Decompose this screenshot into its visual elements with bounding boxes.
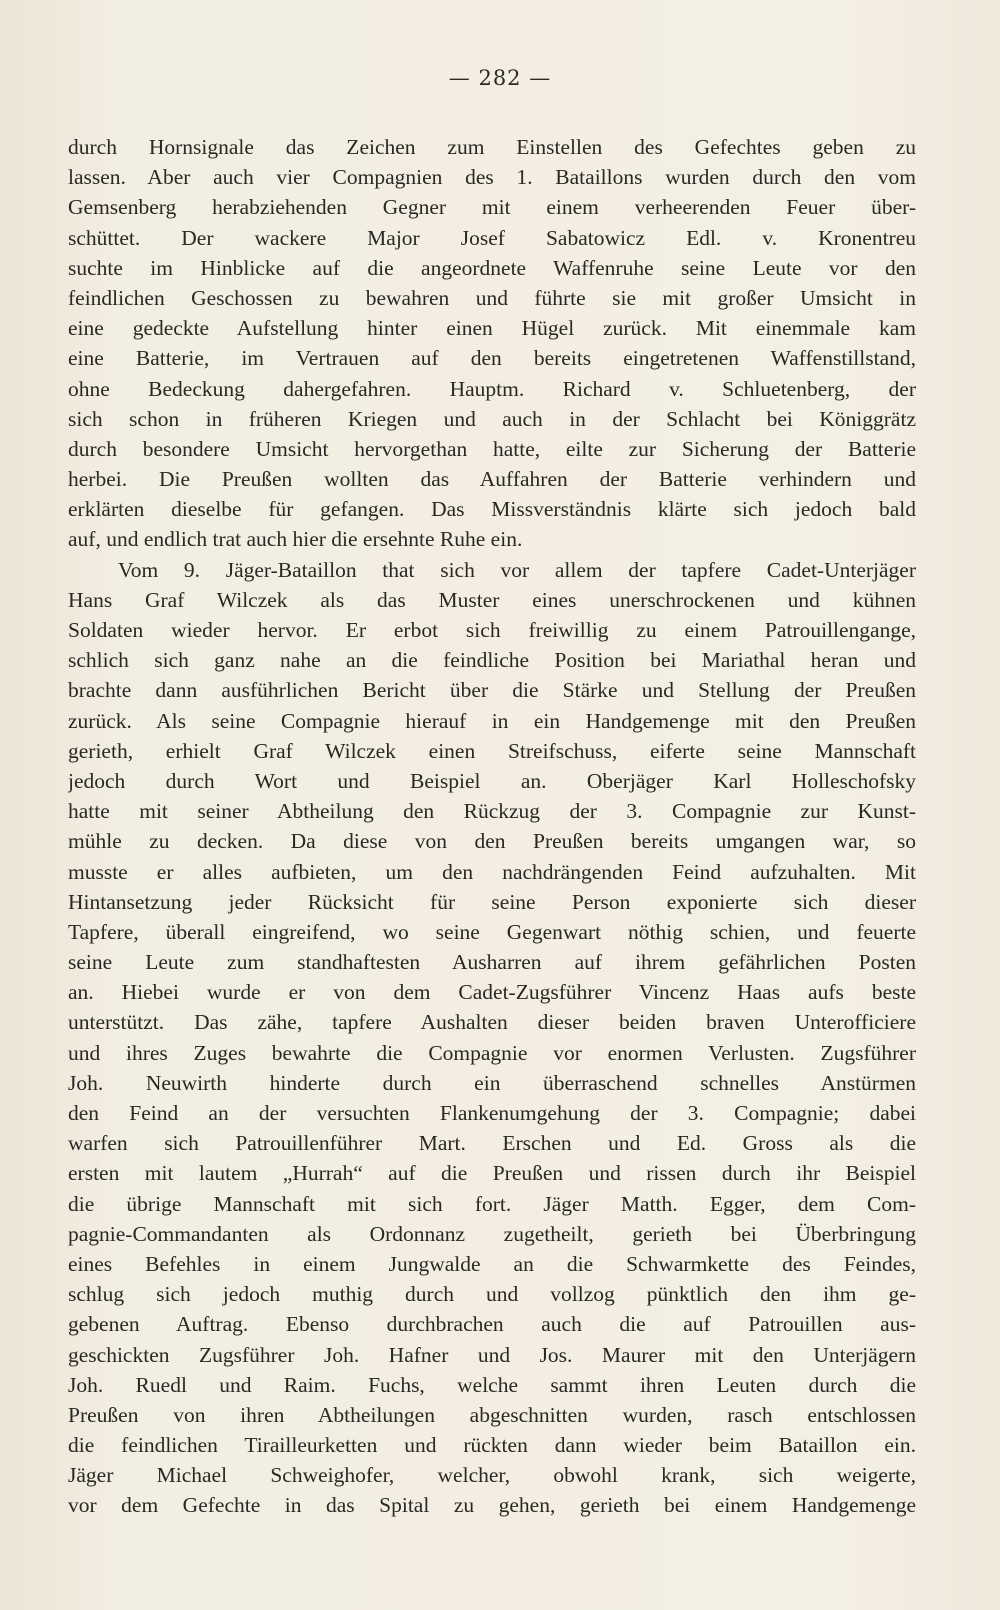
text-line: Preußen von ihren Abtheilungen abgeschnitten wurden, rasch entschlossen: [68, 1402, 916, 1427]
text-line: Joh. Neuwirth hinderte durch ein überraschend schnelles Anstürmen: [68, 1070, 916, 1095]
text-line: zurück. Als seine Compagnie hierauf in ein Handgemenge mit den Preußen: [68, 708, 916, 733]
text-line: auf, und endlich trat auch hier die ersehnte Ruhe ein.: [68, 527, 523, 552]
text-line: vor dem Gefechte in das Spital zu gehen, gerieth bei einem Handgemenge: [68, 1493, 916, 1518]
text-line: eine Batterie, im Vertrauen auf den bereits eingetretenen Waffenstillstand,: [68, 346, 916, 371]
text-line: Jäger Michael Schweighofer, welcher, obwohl krank, sich weigerte,: [68, 1463, 916, 1488]
text-line: suchte im Hinblicke auf die angeordnete Waffenruhe seine Leute vor den: [68, 255, 916, 280]
text-line: Gemsenberg herabziehenden Gegner mit einem verheerenden Feuer über-: [68, 195, 916, 220]
text-line: schlich sich ganz nahe an die feindliche Position bei Mariathal heran und: [68, 648, 916, 673]
text-line: gebenen Auftrag. Ebenso durchbrachen auch die auf Patrouillen aus-: [68, 1312, 916, 1337]
text-line: durch besondere Umsicht hervorgethan hatte, eilte zur Sicherung der Batterie: [68, 436, 916, 461]
text-line: und ihres Zuges bewahrte die Compagnie vor enormen Verlusten. Zugsführer: [68, 1040, 916, 1065]
text-line: geschickten Zugsführer Joh. Hafner und Jos. Maurer mit den Unterjägern: [68, 1342, 916, 1367]
text-line: gerieth, erhielt Graf Wilczek einen Streifschuss, eiferte seine Mannschaft: [68, 738, 916, 763]
text-line: eine gedeckte Aufstellung hinter einen Hügel zurück. Mit einemmale kam: [68, 316, 916, 341]
text-line: schlug sich jedoch muthig durch und vollzog pünktlich den ihm ge-: [68, 1282, 916, 1307]
text-line: Vom 9. Jäger-Bataillon that sich vor allem der tapfere Cadet-Unterjäger: [118, 557, 916, 582]
text-line: mühle zu decken. Da diese von den Preußen bereits umgangen war, so: [68, 829, 916, 854]
text-line: erklärten dieselbe für gefangen. Das Missverständnis klärte sich jedoch bald: [68, 497, 916, 522]
text-line: pagnie-Commandanten als Ordonnanz zugetheilt, gerieth bei Überbringung: [68, 1221, 916, 1246]
text-line: ohne Bedeckung dahergefahren. Hauptm. Richard v. Schluetenberg, der: [68, 376, 916, 401]
text-line: brachte dann ausführlichen Bericht über die Stärke und Stellung der Preußen: [68, 678, 916, 703]
page-number: — 282 —: [448, 66, 552, 90]
text-line: durch Hornsignale das Zeichen zum Einstellen des Gefechtes geben zu: [68, 135, 916, 159]
text-line: den Feind an der versuchten Flankenumgehung der 3. Compagnie; dabei: [68, 1101, 916, 1125]
text-line: die übrige Mannschaft mit sich fort. Jäger Matth. Egger, dem Com-: [68, 1191, 916, 1216]
text-line: Hintansetzung jeder Rücksicht für seine Person exponierte sich dieser: [68, 889, 916, 914]
text-line: ersten mit lautem „Hurrah“ auf die Preußen und rissen durch ihr Beispiel: [68, 1161, 916, 1186]
text-line: an. Hiebei wurde er von dem Cadet-Zugsführer Vincenz Haas aufs beste: [68, 980, 916, 1005]
text-line: feindlichen Geschossen zu bewahren und führte sie mit großer Umsicht in: [68, 285, 916, 310]
text-line: eines Befehles in einem Jungwalde an die Schwarmkette des Feindes,: [68, 1251, 916, 1276]
text-line: seine Leute zum standhaftesten Ausharren auf ihrem gefährlichen Posten: [68, 950, 916, 975]
text-line: schüttet. Der wackere Major Josef Sabatowicz Edl. v. Kronentreu: [68, 225, 916, 250]
text-line: Tapfere, überall eingreifend, wo seine Gegenwart nöthig schien, und feuerte: [68, 919, 916, 944]
text-line: Hans Graf Wilczek als das Muster eines unerschrockenen und kühnen: [68, 587, 916, 612]
body-text: [68, 132, 916, 1521]
text-line: sich schon in früheren Kriegen und auch in der Schlacht bei Königgrätz: [68, 406, 916, 431]
text-line: warfen sich Patrouillenführer Mart. Erschen und Ed. Gross als die: [68, 1131, 916, 1156]
text-line: lassen. Aber auch vier Compagnien des 1. Bataillons wurden durch den vom: [68, 165, 916, 190]
text-line: die feindlichen Tirailleurketten und rückten dann wieder beim Bataillon ein.: [68, 1433, 916, 1458]
text-line: musste er alles aufbieten, um den nachdrängenden Feind aufzuhalten. Mit: [68, 859, 916, 884]
text-line: Joh. Ruedl und Raim. Fuchs, welche sammt ihren Leuten durch die: [68, 1372, 916, 1397]
text-line: unterstützt. Das zähe, tapfere Aushalten dieser beiden braven Unterofficiere: [68, 1010, 916, 1035]
text-line: jedoch durch Wort und Beispiel an. Oberjäger Karl Holleschofsky: [68, 768, 916, 793]
text-line: herbei. Die Preußen wollten das Auffahren der Batterie verhindern und: [68, 467, 916, 492]
text-line: hatte mit seiner Abtheilung den Rückzug der 3. Compagnie zur Kunst-: [68, 799, 916, 824]
text-line: Soldaten wieder hervor. Er erbot sich freiwillig zu einem Patrouillengange,: [68, 618, 916, 642]
